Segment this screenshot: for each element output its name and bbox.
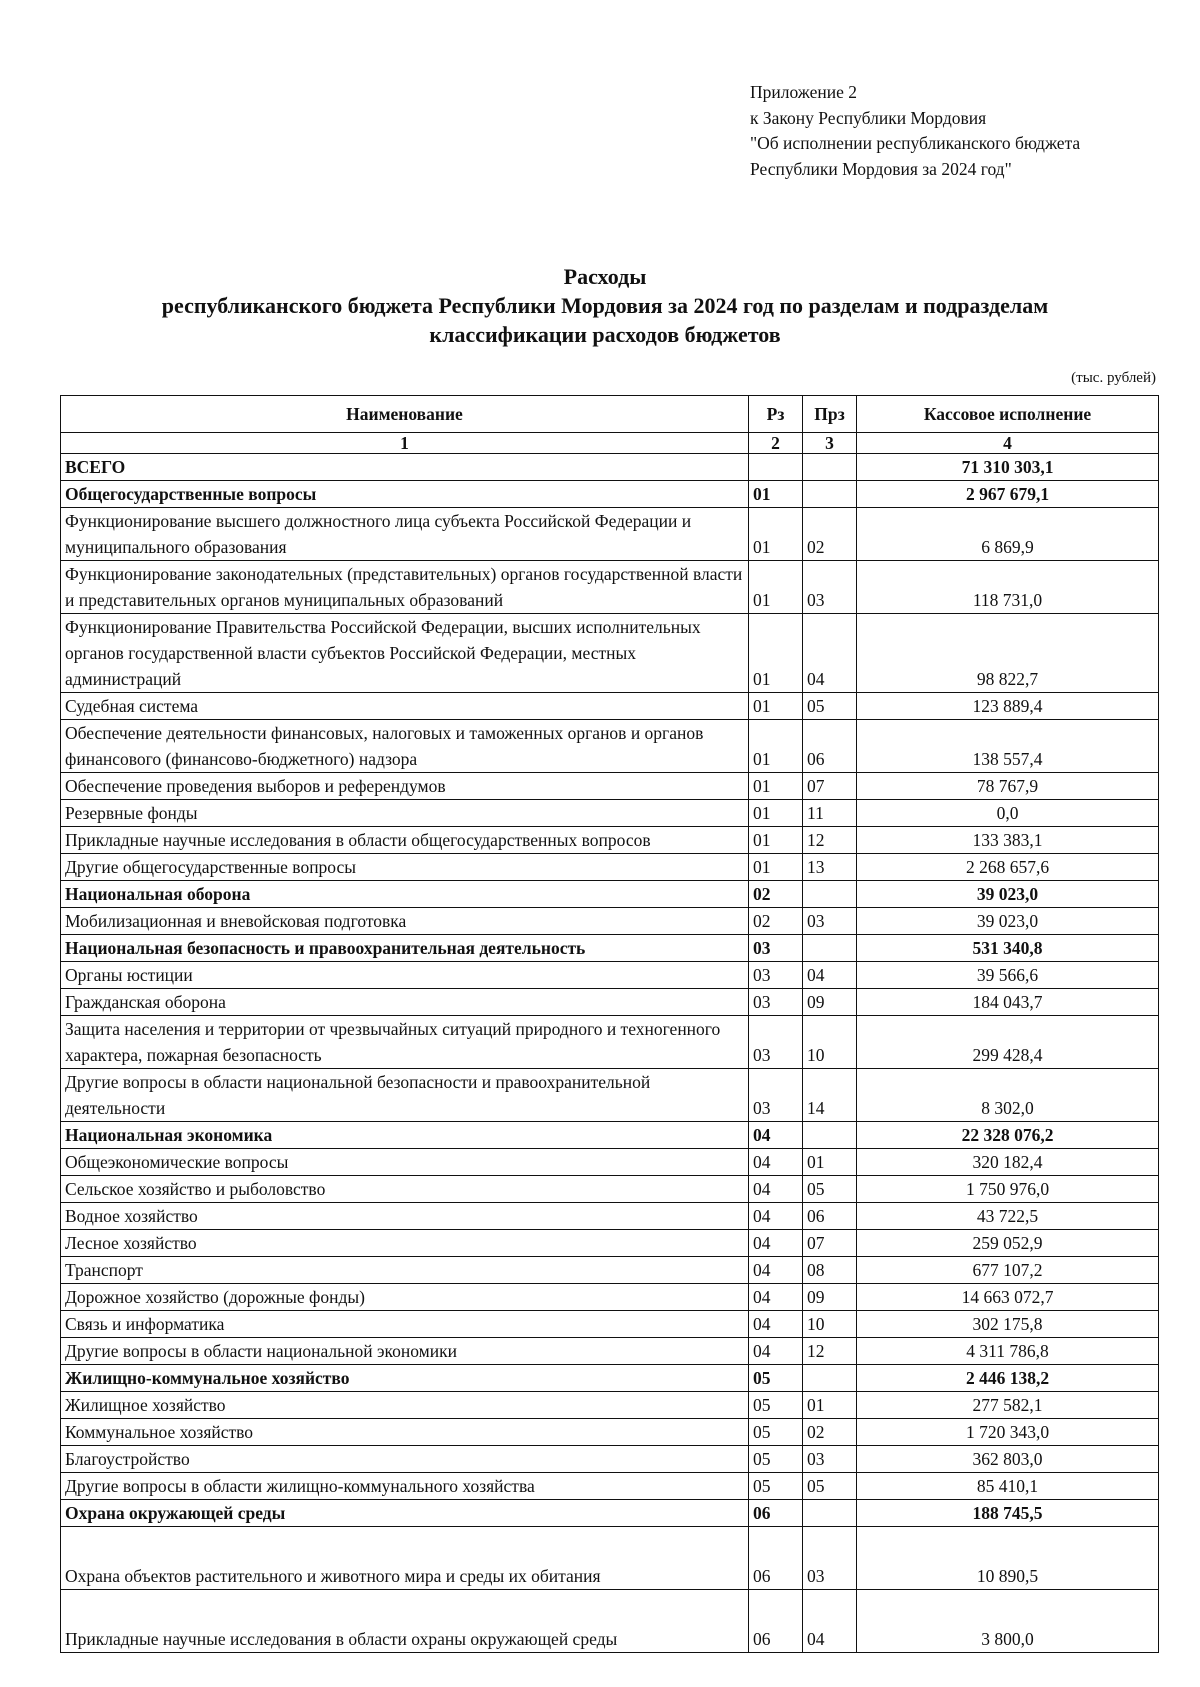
table-row [61,1016,1159,1069]
table-row [61,800,1159,827]
row-amount: 0,0 [857,800,1159,827]
row-amount: 299 428,4 [857,1016,1159,1069]
title-line-2: республиканского бюджета Республики Мордовия за 2024 год по разделам и подразделам [161,293,1049,318]
row-prz [803,881,857,908]
row-name: Национальная оборона [61,881,749,908]
row-amount: 85 410,1 [857,1473,1159,1500]
row-name: Общеэкономические вопросы [61,1149,749,1176]
row-amount: 302 175,8 [857,1311,1159,1338]
column-number: 4 [857,433,1159,454]
document-title [60,262,1150,349]
row-amount: 531 340,8 [857,935,1159,962]
column-number: 2 [749,433,803,454]
row-prz: 11 [803,800,857,827]
row-amount: 133 383,1 [857,827,1159,854]
table-row [61,454,1159,481]
table-row [61,935,1159,962]
annex-line-3: "Об исполнении республиканского бюджета [750,133,1081,153]
table-body [61,454,1159,1653]
row-name: Благоустройство [61,1446,749,1473]
row-prz: 13 [803,854,857,881]
row-rz: 06 [749,1527,803,1590]
column-number-row [61,433,1159,454]
row-name: Охрана окружающей среды [61,1500,749,1527]
row-name: Мобилизационная и вневойсковая подготовка [61,908,749,935]
row-amount: 259 052,9 [857,1230,1159,1257]
row-name: Органы юстиции [61,962,749,989]
row-prz: 10 [803,1016,857,1069]
row-name: Национальная экономика [61,1122,749,1149]
table-row [61,1527,1159,1590]
row-amount: 43 722,5 [857,1203,1159,1230]
row-name: Связь и информатика [61,1311,749,1338]
row-name: Прикладные научные исследования в области охраны окружающей среды [61,1590,749,1653]
row-prz: 14 [803,1069,857,1122]
row-amount: 22 328 076,2 [857,1122,1159,1149]
row-name: Другие вопросы в области жилищно-коммунального хозяйства [61,1473,749,1500]
row-amount: 362 803,0 [857,1446,1159,1473]
table-row [61,508,1159,561]
row-amount: 184 043,7 [857,989,1159,1016]
row-amount: 39 023,0 [857,881,1159,908]
table-row [61,1230,1159,1257]
table-row [61,1122,1159,1149]
row-amount: 78 767,9 [857,773,1159,800]
row-rz: 03 [749,935,803,962]
row-prz [803,454,857,481]
units-label: (тыс. рублей) [1071,370,1156,386]
row-name: Другие общегосударственные вопросы [61,854,749,881]
row-prz: 10 [803,1311,857,1338]
row-name: Другие вопросы в области национальной экономики [61,1338,749,1365]
table-row [61,1069,1159,1122]
title-line-1: Расходы [563,264,647,289]
row-amount: 1 750 976,0 [857,1176,1159,1203]
row-name: Гражданская оборона [61,989,749,1016]
row-prz: 03 [803,908,857,935]
row-rz: 04 [749,1149,803,1176]
row-amount: 14 663 072,7 [857,1284,1159,1311]
table-row [61,1590,1159,1653]
annex-line-2: к Закону Республики Мордовия [750,107,987,128]
row-rz: 04 [749,1122,803,1149]
row-rz: 05 [749,1473,803,1500]
annex-note [750,80,1080,182]
table-row [61,1284,1159,1311]
row-name: Функционирование законодательных (представительных) органов государственной власти и представительных органов муниципальных образований [61,561,749,614]
row-rz: 04 [749,1203,803,1230]
row-prz: 03 [803,1527,857,1590]
table-row [61,881,1159,908]
row-prz [803,1122,857,1149]
row-prz: 05 [803,1473,857,1500]
expenses-table [60,395,1159,1653]
column-number: 1 [61,433,749,454]
table-row [61,1176,1159,1203]
row-prz: 06 [803,720,857,773]
row-prz [803,1365,857,1392]
header-rz: Рз [749,396,803,433]
row-amount: 2 268 657,6 [857,854,1159,881]
row-prz: 06 [803,1203,857,1230]
row-amount: 4 311 786,8 [857,1338,1159,1365]
row-rz: 01 [749,854,803,881]
row-name: Водное хозяйство [61,1203,749,1230]
row-rz: 04 [749,1176,803,1203]
table-row [61,561,1159,614]
row-rz: 01 [749,773,803,800]
table-row [61,827,1159,854]
row-name: Жилищное хозяйство [61,1392,749,1419]
row-rz: 03 [749,1016,803,1069]
row-name: Охрана объектов растительного и животного мира и среды их обитания [61,1527,749,1590]
table-row [61,614,1159,693]
row-amount: 39 023,0 [857,908,1159,935]
row-amount: 3 800,0 [857,1590,1159,1653]
row-prz [803,935,857,962]
table-row [61,693,1159,720]
row-name: Коммунальное хозяйство [61,1419,749,1446]
row-rz: 01 [749,720,803,773]
row-rz: 06 [749,1590,803,1653]
row-prz [803,481,857,508]
row-rz: 01 [749,481,803,508]
table-row [61,1473,1159,1500]
row-amount: 677 107,2 [857,1257,1159,1284]
row-rz: 04 [749,1311,803,1338]
row-prz: 02 [803,508,857,561]
row-prz: 04 [803,1590,857,1653]
row-rz: 05 [749,1365,803,1392]
row-amount: 39 566,6 [857,962,1159,989]
annex-line-1: Приложение 2 [750,82,858,102]
row-name: Транспорт [61,1257,749,1284]
row-rz: 01 [749,800,803,827]
row-prz: 03 [803,1446,857,1473]
header-row [61,396,1159,433]
title-line-3: классификации расходов бюджетов [429,322,781,347]
row-rz: 01 [749,827,803,854]
table-row [61,1149,1159,1176]
row-amount: 123 889,4 [857,693,1159,720]
row-amount: 6 869,9 [857,508,1159,561]
row-name: Прикладные научные исследования в области общегосударственных вопросов [61,827,749,854]
row-rz: 03 [749,989,803,1016]
table-row [61,1392,1159,1419]
table-row [61,1365,1159,1392]
table-row [61,908,1159,935]
table-row [61,1257,1159,1284]
row-rz: 03 [749,1069,803,1122]
row-prz: 01 [803,1149,857,1176]
row-name: Сельское хозяйство и рыболовство [61,1176,749,1203]
row-prz [803,1500,857,1527]
row-name: Другие вопросы в области национальной безопасности и правоохранительной деятельности [61,1069,749,1122]
header-name: Наименование [61,396,749,433]
row-prz: 01 [803,1392,857,1419]
row-rz: 04 [749,1338,803,1365]
row-amount: 277 582,1 [857,1392,1159,1419]
row-name: Лесное хозяйство [61,1230,749,1257]
row-rz: 05 [749,1446,803,1473]
table-row [61,1419,1159,1446]
row-amount: 188 745,5 [857,1500,1159,1527]
table-row [61,854,1159,881]
header-prz: Прз [803,396,857,433]
row-prz: 05 [803,693,857,720]
row-rz: 04 [749,1230,803,1257]
row-prz: 02 [803,1419,857,1446]
table-row [61,481,1159,508]
row-rz: 04 [749,1284,803,1311]
row-amount: 2 446 138,2 [857,1365,1159,1392]
row-name: Общегосударственные вопросы [61,481,749,508]
row-prz: 03 [803,561,857,614]
row-name: Защита населения и территории от чрезвычайных ситуаций природного и техногенного характера, пожарная безопасность [61,1016,749,1069]
row-rz: 06 [749,1500,803,1527]
row-name: Функционирование Правительства Российской Федерации, высших исполнительных органов государственной власти субъектов Российской Федерации, местных администраций [61,614,749,693]
table-row [61,1311,1159,1338]
table-row [61,1500,1159,1527]
table-row [61,962,1159,989]
header-amount: Кассовое исполнение [857,396,1159,433]
row-amount: 138 557,4 [857,720,1159,773]
row-amount: 320 182,4 [857,1149,1159,1176]
row-name: Национальная безопасность и правоохранительная деятельность [61,935,749,962]
row-prz: 09 [803,989,857,1016]
row-name: Резервные фонды [61,800,749,827]
annex-line-4: Республики Мордовия за 2024 год" [750,158,1012,179]
table-row [61,1446,1159,1473]
row-rz: 05 [749,1392,803,1419]
row-prz: 07 [803,773,857,800]
row-name: ВСЕГО [61,454,749,481]
row-name: Судебная система [61,693,749,720]
row-amount: 8 302,0 [857,1069,1159,1122]
row-rz: 02 [749,908,803,935]
row-rz: 02 [749,881,803,908]
table-row [61,989,1159,1016]
row-rz: 01 [749,614,803,693]
row-rz: 05 [749,1419,803,1446]
row-rz: 01 [749,561,803,614]
table-row [61,1338,1159,1365]
row-rz: 04 [749,1257,803,1284]
row-prz: 08 [803,1257,857,1284]
row-name: Дорожное хозяйство (дорожные фонды) [61,1284,749,1311]
row-prz: 05 [803,1176,857,1203]
row-amount: 71 310 303,1 [857,454,1159,481]
row-rz: 01 [749,693,803,720]
table-row [61,720,1159,773]
column-number: 3 [803,433,857,454]
row-prz: 07 [803,1230,857,1257]
row-amount: 1 720 343,0 [857,1419,1159,1446]
table-row [61,773,1159,800]
row-prz: 12 [803,1338,857,1365]
row-prz: 12 [803,827,857,854]
row-prz: 09 [803,1284,857,1311]
row-rz: 03 [749,962,803,989]
row-prz: 04 [803,614,857,693]
table-row [61,1203,1159,1230]
row-amount: 118 731,0 [857,561,1159,614]
row-rz: 01 [749,508,803,561]
row-name: Жилищно-коммунальное хозяйство [61,1365,749,1392]
row-amount: 98 822,7 [857,614,1159,693]
row-rz [749,454,803,481]
row-name: Обеспечение деятельности финансовых, налоговых и таможенных органов и органов финансового (финансово-бюджетного) надзора [61,720,749,773]
row-amount: 10 890,5 [857,1527,1159,1590]
row-name: Обеспечение проведения выборов и референдумов [61,773,749,800]
row-amount: 2 967 679,1 [857,481,1159,508]
row-prz: 04 [803,962,857,989]
row-name: Функционирование высшего должностного лица субъекта Российской Федерации и муниципального образования [61,508,749,561]
